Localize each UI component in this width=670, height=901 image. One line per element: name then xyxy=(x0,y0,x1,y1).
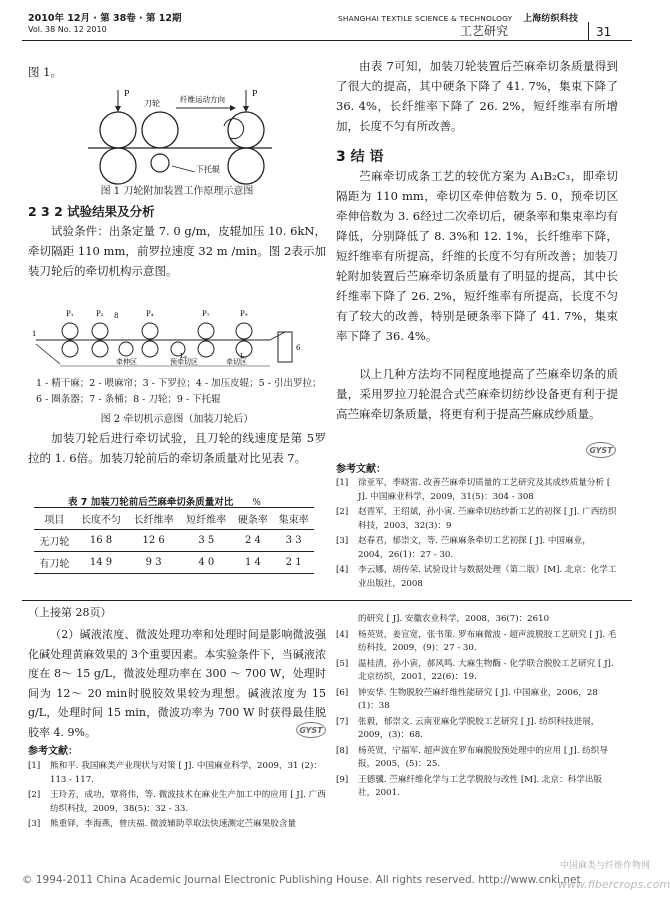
label-p2: P xyxy=(252,89,258,98)
table-cell: 有刀轮 xyxy=(34,552,75,574)
reference-item: [3] 赵春君，郁崇文，等. 苎麻麻条牵切工艺初探 [ J]. 中国麻业，2004，26(1)：27 - 30. xyxy=(336,536,591,560)
journal-title xyxy=(338,11,578,24)
table-cell: 12 6 xyxy=(127,530,180,552)
table-7 xyxy=(34,507,314,574)
label-fiber: 纤维运动方向 xyxy=(180,95,225,104)
reference-item: [3] 熊重铎，李海燕，曾庆福. 微波辅助萃取法快速测定苎麻果胶含量 xyxy=(28,819,297,829)
table-row xyxy=(34,530,314,552)
heading-3-conclusion: 3 结 语 xyxy=(336,149,384,165)
header-divider xyxy=(588,22,589,40)
reference-item: [8] 杨英贤，宁福军. 超声波在罗布麻脱胶预处理中的应用 [ J]. 纺织导报，2005，(5)：25. xyxy=(336,745,608,769)
table-cell: 9 3 xyxy=(127,552,180,574)
copyright-footer: © 1994-2011 China Academic Journal Electronic Publishing House. All rights reserved. http://www.cnki.net xyxy=(22,874,581,886)
fig1-ref: 图 1。 xyxy=(28,65,62,79)
table-row xyxy=(34,552,314,574)
zone-drafting: 牵伸区 xyxy=(116,358,137,366)
num-8: 8 xyxy=(114,312,119,320)
p1-label: P₁ xyxy=(66,310,74,318)
p4-label: P₄ xyxy=(146,310,154,318)
figure-1-caption: 图 1 刀轮附加装置工作原理示意图 xyxy=(100,186,254,197)
references-list xyxy=(336,477,618,593)
bottom-paragraph: （2）碱液浓度、微波处理功率和处理时间是影响微波强化碱处理黄麻效果的 3个重要因素。本实验条件下，当碱液浓度在 8～ 15 g/L，微波处理功率在 300 ～ 700 W，处理时间为 12～ 20 min时脱胶效果较为理想。碱液浓度为 15 g/L，处理时间 15 min，微波功率为 700 W 时获得最佳脱胶率 4. 9%。 xyxy=(28,628,326,739)
reference-item: [2] 赵晋军，王绍斌，孙小寅. 苎麻牵切纺纱新工艺的初探 [ J]. 广西纺织科技，2003，32(3)：9 xyxy=(336,507,617,531)
reference-item: [7] 张毅，郁崇文. 云南亚麻化学脱胶工艺研究 [ J]. 纺织科技进展，2009，(3)：68. xyxy=(336,716,600,740)
col-header: 长纤维率 xyxy=(127,508,180,530)
bottom-references-right xyxy=(336,613,618,803)
p7-label: P₇ xyxy=(202,310,210,318)
p2-label: P₂ xyxy=(96,310,104,318)
section-separator xyxy=(22,600,632,601)
table-cell: 3 5 xyxy=(180,530,233,552)
label-roller: 下托辊 xyxy=(196,165,220,174)
table-7-unit: % xyxy=(252,498,261,508)
fiber-direction-head xyxy=(230,105,236,111)
left-paragraph-2: 加装刀轮后进行牵切试验，且刀轮的线速度是第 5罗拉的 1. 6倍。加装刀轮前后的牵切条质量对比见表 7。 xyxy=(28,431,326,465)
roller-right-bottom xyxy=(228,148,264,184)
p9-label: P₉ xyxy=(240,310,248,318)
watermark-url: www.fibercrops.com xyxy=(558,878,670,891)
left-paragraph-1: 试验条件：出条定量 7. 0 g/m，皮辊加压 10. 6kN，牵切隔距 110 mm，前罗拉速度 32 m /min。图 2表示加装刀轮后的牵切机构示意图。 xyxy=(28,224,326,278)
blade-wheel xyxy=(142,112,178,148)
continued-from: （上接第 28页） xyxy=(28,606,112,619)
roller-left-bottom xyxy=(100,148,136,184)
journal-logo: GYST xyxy=(296,722,326,738)
journal-title-en: SHANGHAI TEXTILE SCIENCE & TECHNOLOGY xyxy=(338,14,513,23)
journal-title-cn: 上海纺织科技 xyxy=(522,14,579,24)
reference-item: [5] 温桂清，孙小寅，郝风鸣. 大麻生物酶 - 化学联合脱胶工艺研究 [ J]. 北京纺织，2001，22(6)：19. xyxy=(336,658,614,682)
table-cell: 无刀轮 xyxy=(34,530,75,552)
table-cell: 2 4 xyxy=(233,530,274,552)
figure-1 xyxy=(80,86,280,174)
right-paragraph-1: 由表 7可知，加装刀轮装置后苎麻牵切条质量得到了很大的提高，其中硬条下降了 41. 7%，集束下降了 36. 4%，长纤维率下降了 26. 2%，短纤维率有所增加，长度不匀有所改善。 xyxy=(336,59,618,133)
table-cell: 1 4 xyxy=(233,552,274,574)
bottom-references-left xyxy=(28,760,326,834)
roller-right-top xyxy=(228,112,264,148)
reference-item: [4] 李云娜，胡传荣. 试验设计与数据处理（第二版）[M]. 北京：化学工业出版社，2008 xyxy=(336,565,617,589)
table-cell: 16 8 xyxy=(75,530,128,552)
right-paragraph-2: 苎麻牵切成条工艺的较优方案为 A₁B₂C₃，即牵切隔距为 110 mm，牵切区牵伸倍数为 5. 0，预牵切区牵伸倍数为 3. 6经过二次牵切后，硬条率和集束率均有降低，分别降低了 8. 3%和 12. 1%，长纤维率下降，短纤维率有所提高，纤维的长度不匀有所改善；加装刀轮附加装置后苎麻牵切条质量有了明显的提高，其中长纤维率下降了 26. 2%，短纤维率有所提高，长度不匀有了较大的改善，特别是硬条率下降了 41. 7%，集束率下降了 36. 4%。 xyxy=(336,169,618,343)
reference-item: 的研究 [ J]. 安徽农业科学，2008，36(7)：2610 xyxy=(358,614,550,624)
col-header: 集束率 xyxy=(273,508,314,530)
col-header: 硬条率 xyxy=(233,508,274,530)
volume-line: Vol. 38 No. 12 2010 xyxy=(28,25,107,34)
header-rule xyxy=(22,40,632,41)
zone-stretch-break: 牵切区 xyxy=(226,358,247,366)
table-cell: 14 9 xyxy=(75,552,128,574)
num-6: 6 xyxy=(296,344,301,352)
col-header: 项目 xyxy=(34,508,75,530)
col-header: 短纤维率 xyxy=(180,508,233,530)
table-cell: 4 0 xyxy=(180,552,233,574)
reference-item: [1] 熊和平. 我国麻类产业现状与对策 [ J]. 中国麻业科学，2009，31 (2)：113 - 117. xyxy=(28,761,322,785)
label-blade: 刀轮 xyxy=(144,99,160,108)
reference-item: [2] 王玲芳，成功，覃将伟，等. 微波技术在麻业生产加工中的应用 [ J]. 广西纺织科技，2009，38(5)：32 - 33. xyxy=(28,790,326,814)
lp-label: Lₚ xyxy=(180,352,187,360)
table-header-row xyxy=(34,508,314,530)
reference-item: [9] 王德骥. 苎麻纤维化学与工艺学脱胶与改性 [M]. 北京：科学出版社，2001. xyxy=(336,774,603,798)
l-label: L xyxy=(240,352,245,360)
watermark-cn: 中国麻类与纤维作物网 xyxy=(560,861,651,871)
bottom-references-heading: 参考文献： xyxy=(28,746,78,757)
num-1: 1 xyxy=(32,330,37,338)
arrow-head-1 xyxy=(115,106,121,112)
roller-left-top xyxy=(100,112,136,148)
sliver-can xyxy=(278,332,292,362)
figure-2-legend: 1 - 精干麻；2 - 喂麻帘；3 - 下罗拉；4 - 加压皮辊；5 - 引出罗拉；6 - 圈条器；7 - 条桶；8 - 刀轮；9 - 下托辊 xyxy=(36,378,322,405)
figure-2 xyxy=(30,306,326,372)
section-title: 工艺研究 xyxy=(460,24,509,38)
heading-2-3-2: 2 3 2 试验结果及分析 xyxy=(28,204,155,219)
reference-item: [1] 徐亚军，季晓雷. 改善苎麻牵切质量的工艺研究及其成纱质量分析 [ J]. 中国麻业科学，2009，31(5)：304 - 308 xyxy=(336,478,611,502)
zone-pre-stretch-break: 预牵切区 xyxy=(170,358,198,366)
col-header: 长度不匀 xyxy=(75,508,128,530)
lower-carrier-roller xyxy=(151,154,169,172)
table-cell: 3 3 xyxy=(273,530,314,552)
figure-2-caption: 图 2 牵切机示意图（加装刀轮后） xyxy=(100,414,254,425)
rotation-arrow xyxy=(224,119,244,139)
roller-leader xyxy=(172,166,195,172)
journal-logo: GYST xyxy=(586,442,616,458)
label-p1: P xyxy=(124,89,130,98)
table-cell: 2 1 xyxy=(273,552,314,574)
reference-item: [6] 钟安华. 生物脱胶苎麻纤维性能研究 [ J]. 中国麻业，2006，28 (1)：38 xyxy=(336,687,598,711)
issue-line: 2010年 12月 · 第 38卷 · 第 12期 xyxy=(28,13,182,24)
reference-item: [4] 杨英贤，姜宣宽，张书策. 罗布麻微波 - 超声波脱胶工艺研究 [ J]. 毛纺科技，2009，(9)：27 - 30. xyxy=(336,629,617,653)
references-heading: 参考文献： xyxy=(336,464,386,475)
feed-apron xyxy=(36,344,60,364)
table-7-caption: 表 7 加装刀轮前后苎麻牵切条质量对比 xyxy=(68,497,234,508)
arrow-head-2 xyxy=(243,106,249,112)
right-paragraph-3: 以上几种方法均不同程度地提高了苎麻牵切条的质量，采用罗拉刀轮混合式苎麻牵切纺纱设备更有利于提高苎麻牵切条质量，将更有利于提高苎麻成纱质量。 xyxy=(336,367,618,421)
page-number: 31 xyxy=(596,25,612,39)
